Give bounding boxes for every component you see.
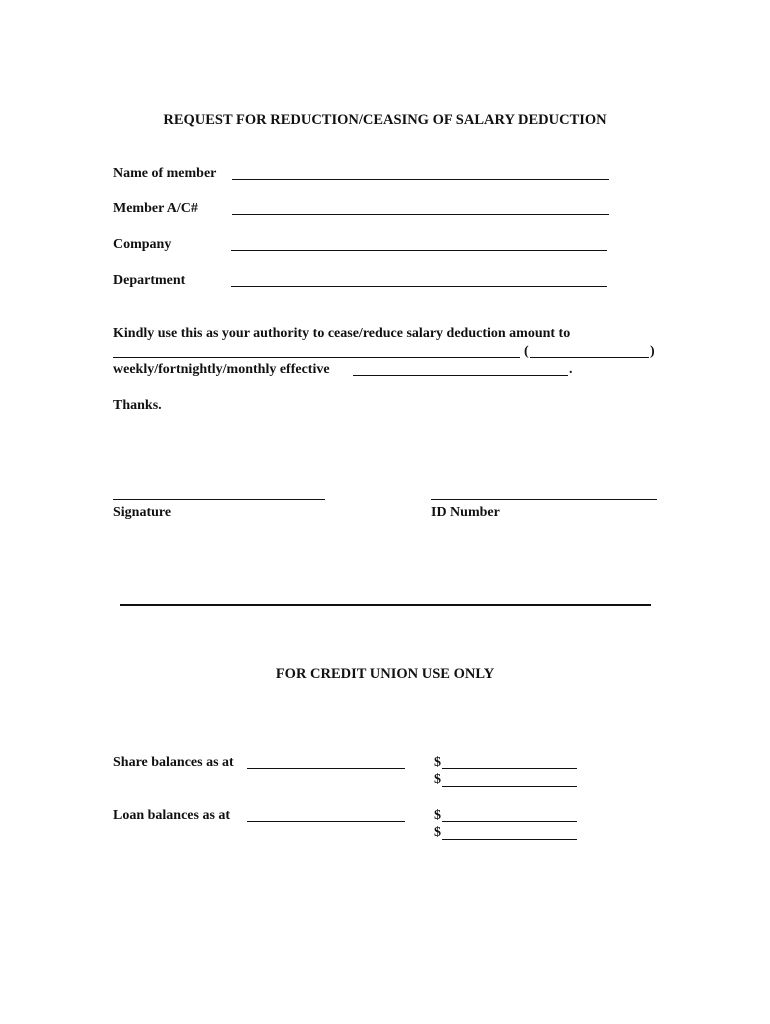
section-divider (120, 604, 651, 606)
signature-label: Signature (113, 505, 172, 520)
share-currency-symbol-1: $ (434, 755, 441, 770)
member-account-label: Member A/C# (113, 201, 198, 216)
loan-amount-field-2[interactable] (442, 839, 577, 840)
loan-balances-label: Loan balances as at (113, 808, 231, 823)
open-paren: ( (524, 344, 529, 359)
period-mark: . (569, 362, 573, 377)
close-paren: ) (650, 344, 655, 359)
department-field[interactable] (231, 286, 607, 287)
member-name-field[interactable] (232, 179, 609, 180)
id-number-field[interactable] (431, 499, 657, 500)
loan-currency-symbol-1: $ (434, 808, 441, 823)
company-field[interactable] (231, 250, 607, 251)
loan-amount-field-1[interactable] (442, 821, 577, 822)
form-title: REQUEST FOR REDUCTION/CEASING OF SALARY DEDUCTION (163, 112, 607, 128)
department-label: Department (113, 273, 186, 288)
member-name-label: Name of member (113, 166, 217, 181)
share-currency-symbol-2: $ (434, 772, 441, 787)
deduction-amount-words-field[interactable] (113, 357, 520, 358)
thanks-text: Thanks. (113, 398, 162, 413)
authority-text-line1: Kindly use this as your authority to cease/reduce salary deduction amount to (113, 326, 571, 341)
id-number-label: ID Number (431, 505, 500, 520)
share-amount-field-2[interactable] (442, 786, 577, 787)
signature-field[interactable] (113, 499, 325, 500)
authority-text-line3: weekly/fortnightly/monthly effective (113, 362, 330, 377)
share-balances-date-field[interactable] (247, 768, 405, 769)
member-account-field[interactable] (232, 214, 609, 215)
deduction-amount-figures-field[interactable] (530, 357, 649, 358)
share-balances-label: Share balances as at (113, 755, 234, 770)
effective-date-field[interactable] (353, 375, 568, 376)
company-label: Company (113, 237, 172, 252)
loan-currency-symbol-2: $ (434, 825, 441, 840)
share-amount-field-1[interactable] (442, 768, 577, 769)
loan-balances-date-field[interactable] (247, 821, 405, 822)
credit-union-title: FOR CREDIT UNION USE ONLY (275, 666, 495, 682)
